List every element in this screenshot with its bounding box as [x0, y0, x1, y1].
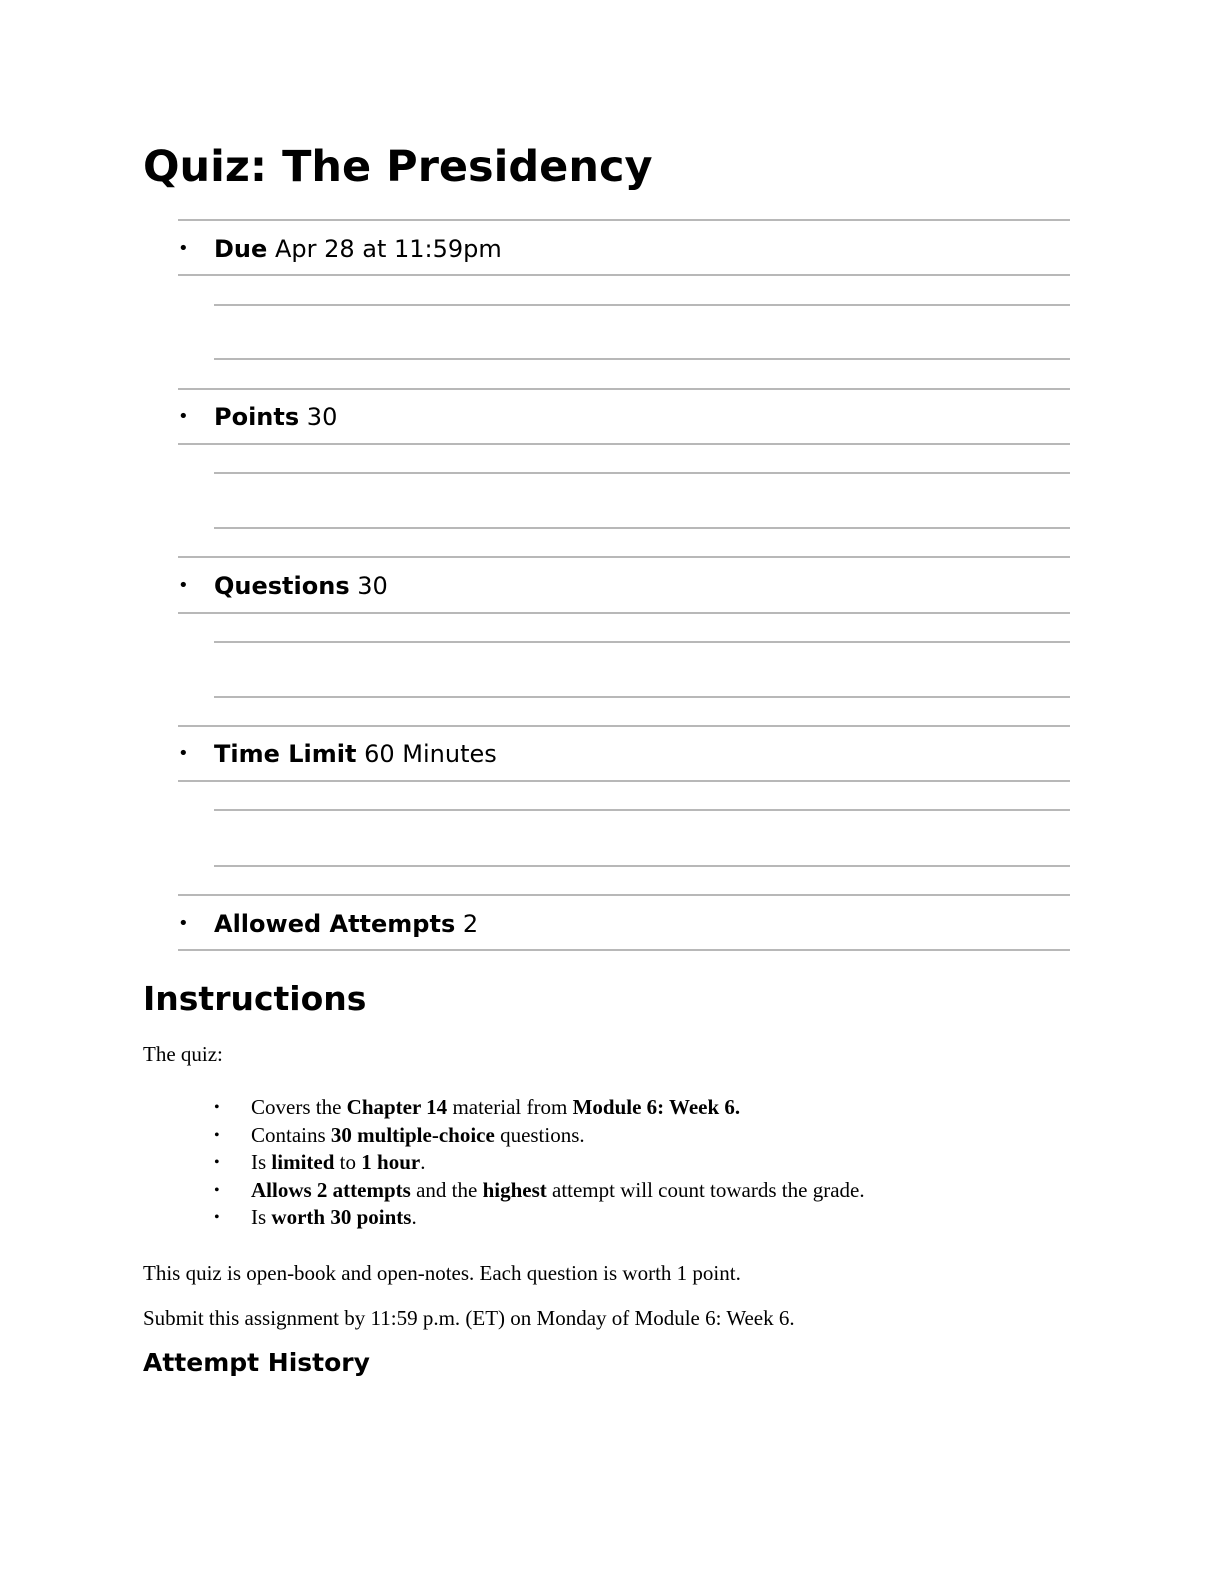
detail-value: 30 [306, 403, 338, 431]
detail-label: Points [214, 403, 300, 431]
instructions-heading: Instructions [143, 979, 367, 1018]
divider [214, 865, 1070, 867]
bold-text: highest [482, 1177, 547, 1202]
bold-text: worth 30 points [271, 1205, 412, 1229]
bullet-icon: • [178, 238, 189, 259]
divider [178, 219, 1070, 221]
text-run: questions. [494, 1122, 585, 1147]
bold-text: 30 multiple-choice [330, 1122, 495, 1147]
detail-value: Apr 28 at 11:59pm [274, 235, 502, 263]
list-item-text [251, 1177, 865, 1205]
detail-value: 30 [357, 572, 388, 600]
bullet-icon: • [214, 1209, 220, 1226]
bullet-icon: • [178, 913, 189, 934]
divider [178, 443, 1070, 445]
attempt-history-heading: Attempt History [143, 1348, 370, 1377]
bullet-icon: • [178, 575, 189, 596]
bold-text: Chapter 14 [346, 1095, 448, 1119]
page-title: Quiz: The Presidency [143, 142, 653, 192]
list-item-text [251, 1122, 585, 1150]
text-run: . [411, 1205, 417, 1229]
divider [178, 725, 1070, 727]
divider [178, 780, 1070, 782]
divider [178, 949, 1070, 951]
divider [178, 894, 1070, 896]
divider [214, 696, 1070, 698]
bullet-icon: • [214, 1154, 220, 1171]
detail-value: 2 [462, 910, 479, 938]
instructions-intro: The quiz: [143, 1042, 223, 1066]
bold-text: limited [271, 1150, 335, 1174]
divider [214, 304, 1070, 306]
divider [178, 274, 1070, 276]
text-run: . [420, 1150, 426, 1174]
detail-value: 60 Minutes [364, 740, 497, 768]
bold-text: Module 6: Week 6. [572, 1095, 741, 1119]
text-run: Contains [251, 1122, 331, 1147]
bullet-icon: • [214, 1126, 220, 1144]
list-item-text [251, 1149, 425, 1177]
bullet-icon: • [214, 1181, 220, 1199]
list-item-text [251, 1094, 740, 1122]
divider [214, 809, 1070, 811]
detail-label: Questions [214, 572, 350, 600]
divider [214, 358, 1070, 360]
bullet-icon: • [178, 406, 189, 427]
bullet-icon: • [178, 743, 189, 764]
text-run: and the [410, 1177, 483, 1202]
list-item-text [251, 1204, 417, 1232]
bold-text: 1 hour [361, 1150, 421, 1174]
text-run: to [334, 1150, 362, 1174]
text-run: attempt will count towards the grade. [546, 1177, 865, 1202]
detail-label: Due [214, 235, 268, 263]
text-run: Covers the [251, 1095, 347, 1119]
detail-label: Allowed Attempts [214, 910, 456, 938]
divider [178, 612, 1070, 614]
submission-note: Submit this assignment by 11:59 p.m. (ET) on Monday of Module 6: Week 6. [143, 1306, 795, 1330]
text-run: Is [251, 1205, 272, 1229]
bold-text: Allows 2 attempts [251, 1177, 411, 1202]
divider [214, 527, 1070, 529]
divider [214, 472, 1070, 474]
text-run: Is [251, 1150, 272, 1174]
bullet-icon: • [214, 1099, 220, 1116]
detail-label: Time Limit [214, 740, 357, 768]
divider [178, 388, 1070, 390]
divider [178, 556, 1070, 558]
open-book-note: This quiz is open-book and open-notes. Each question is worth 1 point. [143, 1261, 741, 1285]
text-run: material from [447, 1095, 573, 1119]
divider [214, 641, 1070, 643]
